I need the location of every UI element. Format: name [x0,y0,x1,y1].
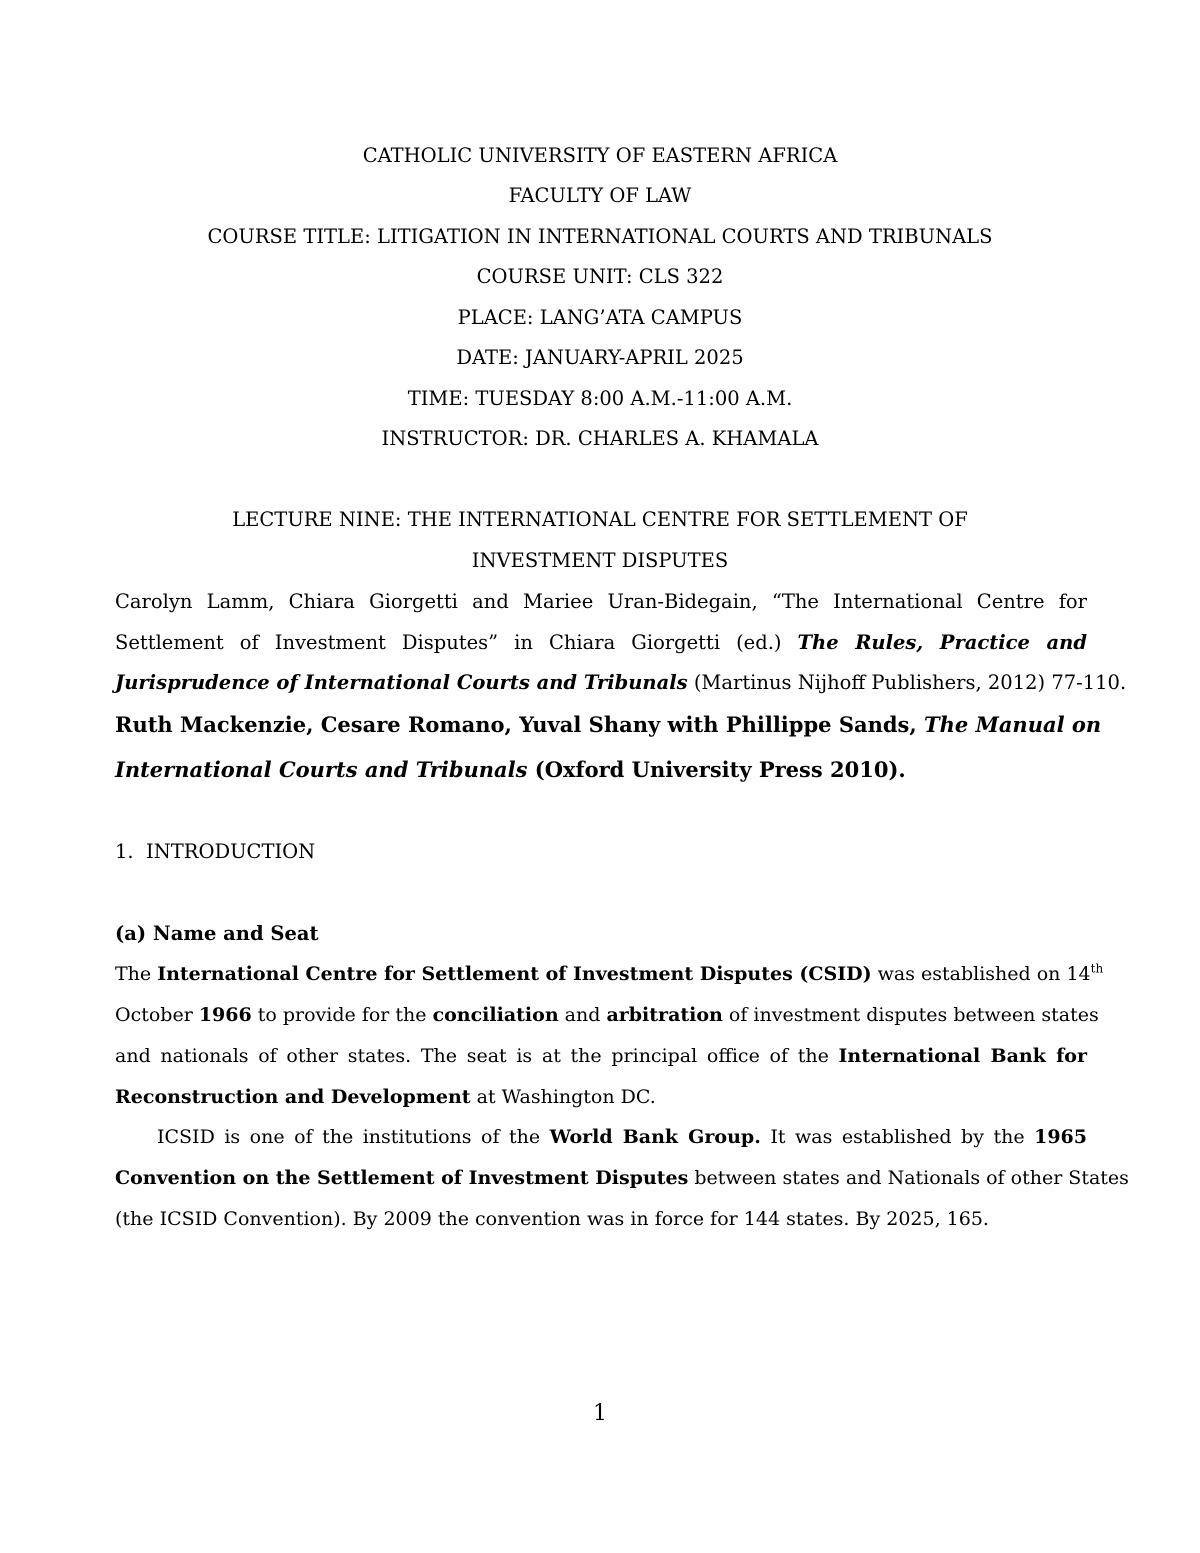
para2-line3: (the ICSID Convention). By 2009 the convention was in force for 144 states. By 2025, 165. [115,1208,989,1230]
para-bold-text: Convention on the Settlement of Investment Disputes [115,1167,689,1189]
para2-line1 [157,1123,1087,1151]
para-text: between states and Nationals of other States [688,1167,1129,1189]
para-bold-text: World Bank Group. [549,1126,761,1148]
lecture-title-line1: LECTURE NINE: THE INTERNATIONAL CENTRE FOR SETTLEMENT OF [232,508,968,531]
para-text: ICSID is one of the institutions of the [157,1126,550,1148]
course-place: PLACE: LANG’ATA CAMPUS [457,306,743,329]
ref1-text: (Martinus Nijhoff Publishers, 2012) 77-110. [687,671,1127,694]
para-bold-text: International Centre for Settlement of Investment Disputes (CSID) [157,963,872,985]
ref1-text: Settlement of Investment Disputes” in Chiara Giorgetti (ed.) [115,631,798,654]
para-bold-text: International Bank for [838,1045,1087,1067]
para-bold-text: conciliation [432,1004,559,1026]
reference-2-line2 [115,756,1087,784]
para-text: October [115,1004,199,1026]
ref1-text: Carolyn Lamm, Chiara Giorgetti and Mariee Uran-Bidegain, “The International Centre for [115,590,1087,613]
faculty-name: FACULTY OF LAW [508,184,692,207]
para-text: of investment disputes between states [722,1004,1099,1026]
para-text: and nationals of other states. The seat is at the principal office of the [115,1045,839,1067]
reference-1-line1 [115,588,1087,616]
para-text: It was established by the [760,1126,1035,1148]
subsection-heading: (a) Name and Seat [115,922,319,945]
course-time: TIME: TUESDAY 8:00 A.M.-11:00 A.M. [407,387,793,410]
para-bold-text: arbitration [606,1004,723,1026]
para-text: and [558,1004,607,1026]
ref2-book-title: International Courts and Tribunals [115,757,528,782]
para-text: was established on 14 [871,963,1091,985]
para1-line1 [115,960,1104,988]
para-text: to provide for the [251,1004,433,1026]
para2-line2 [115,1164,1129,1192]
section-heading [115,838,315,866]
para-text: at Washington DC. [470,1086,656,1108]
lecture-title-line2: INVESTMENT DISPUTES [471,549,729,572]
section-number: 1. [115,840,134,863]
para-bold-text: 1966 [198,1004,252,1026]
para-bold-text: Reconstruction and Development [115,1086,471,1108]
page-number: 1 [593,1401,607,1426]
reference-1-line3 [115,669,1127,697]
para1-line4 [115,1083,1087,1111]
course-instructor: INSTRUCTOR: DR. CHARLES A. KHAMALA [381,427,819,450]
para-text: The [115,963,158,985]
para1-line2 [115,1001,1099,1029]
ref2-book-title: The Manual on [924,712,1102,737]
university-name: CATHOLIC UNIVERSITY OF EASTERN AFRICA [362,144,838,167]
course-title: COURSE TITLE: LITIGATION IN INTERNATIONAL COURTS AND TRIBUNALS [207,225,993,248]
ref1-book-title: The Rules, Practice and [797,631,1087,654]
reference-2-line1 [115,711,1102,739]
ref1-book-title: Jurisprudence of International Courts and Tribunals [115,671,688,694]
course-unit: COURSE UNIT: CLS 322 [476,265,724,288]
para1-line3 [115,1042,1087,1070]
course-date: DATE: JANUARY-APRIL 2025 [456,346,744,369]
ref2-text: (Oxford University Press 2010). [527,757,906,782]
section-title: INTRODUCTION [146,840,316,863]
reference-1-line2 [115,629,1087,657]
para-bold-text: 1965 [1034,1126,1087,1148]
ref2-text: Ruth Mackenzie, Cesare Romano, Yuval Shany with Phillippe Sands, [115,712,924,737]
ordinal-suffix: th [1090,961,1104,976]
